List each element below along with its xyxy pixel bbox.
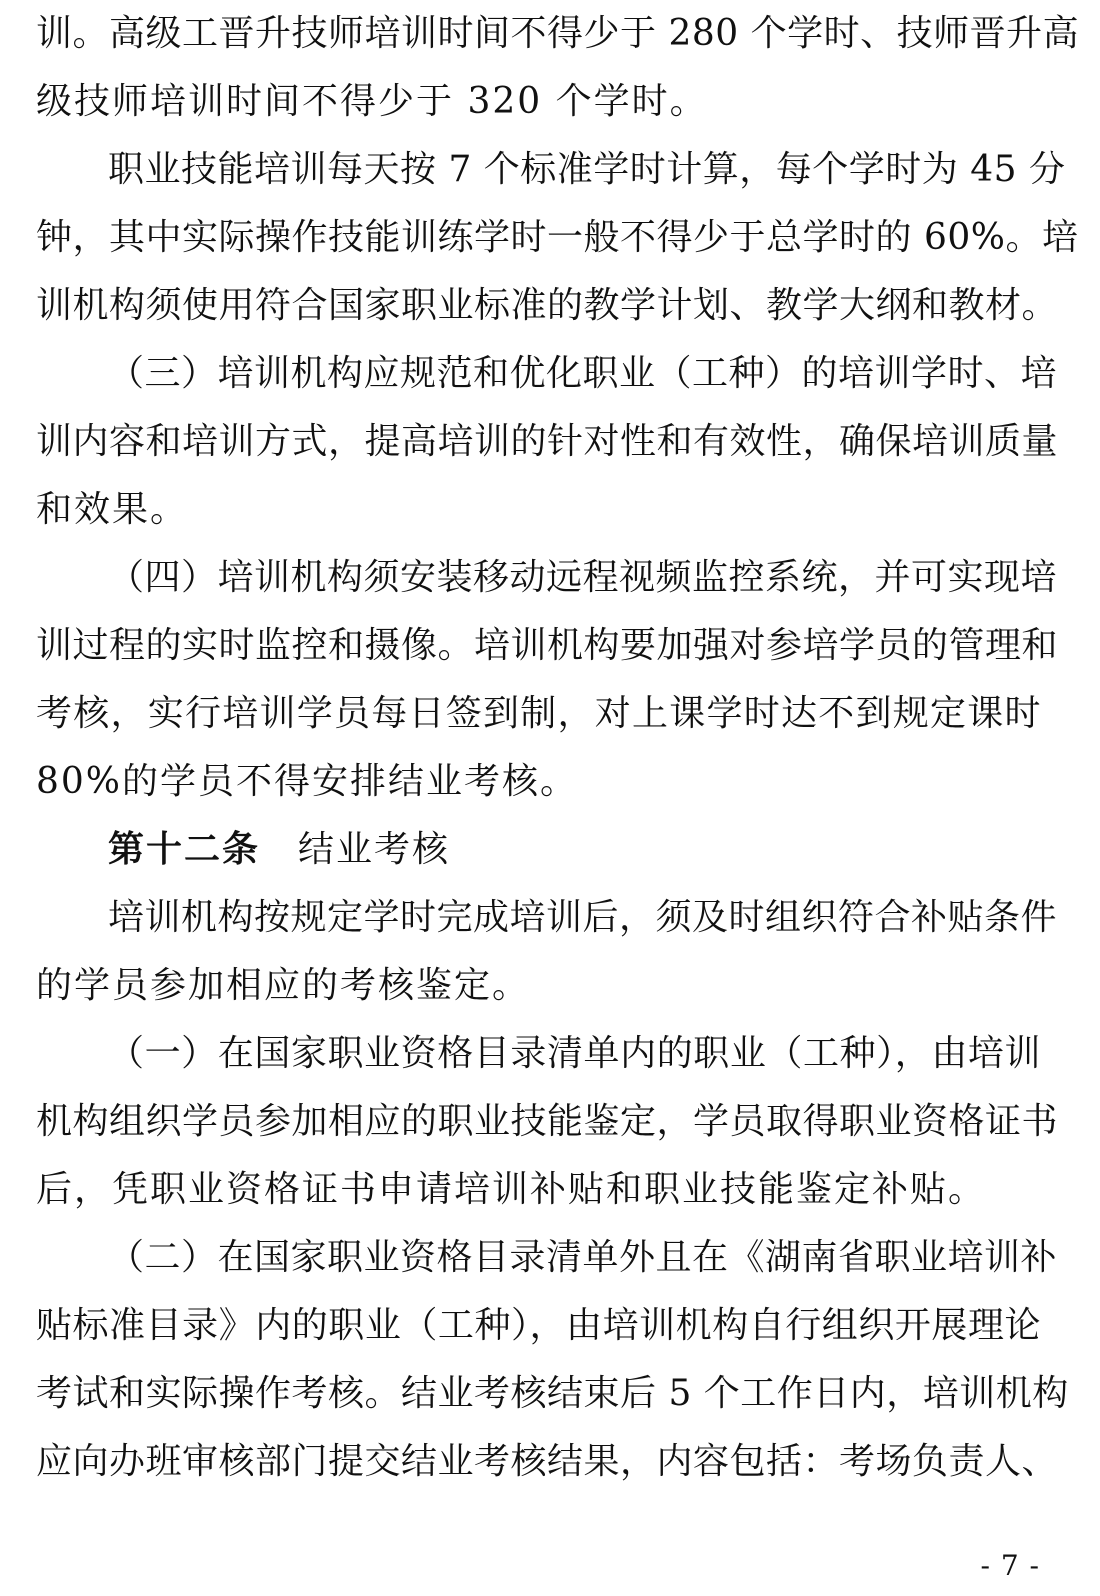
article-number: 第十二条 — [108, 829, 261, 870]
paragraph-3-line-3: 和效果。 — [36, 489, 189, 530]
paragraph-4-line-3: 考核，实行培训学员每日签到制，对上课学时达不到规定课时 — [36, 693, 1041, 734]
article-title: 结业考核 — [298, 829, 451, 870]
paragraph-4-line-2: 训过程的实时监控和摄像。培训机构要加强对参培学员的管理和 — [36, 625, 1059, 666]
paragraph-1-line-2: 级技师培训时间不得少于 320 个学时。 — [36, 81, 708, 122]
paragraph-4-line-4: 80%的学员不得安排结业考核。 — [36, 761, 579, 802]
paragraph-6-line-3: 后，凭职业资格证书申请培训补贴和职业技能鉴定补贴。 — [36, 1169, 987, 1210]
paragraph-1-line-1: 训。高级工晋升技师培训时间不得少于 280 个学时、技师晋升高 — [36, 13, 1080, 54]
paragraph-4-line-1: （四）培训机构须安装移动远程视频监控系统，并可实现培 — [108, 557, 1058, 598]
paragraph-3-line-2: 训内容和培训方式，提高培训的针对性和有效性，确保培训质量 — [36, 421, 1059, 462]
paragraph-7-line-4: 应向办班审核部门提交结业考核结果，内容包括：考场负责人、 — [36, 1441, 1059, 1482]
paragraph-7-line-2: 贴标准目录》内的职业（工种），由培训机构自行组织开展理论 — [36, 1305, 1041, 1346]
paragraph-5-line-1: 培训机构按规定学时完成培训后，须及时组织符合补贴条件 — [108, 897, 1058, 938]
page-number: - 7 - — [980, 1549, 1040, 1582]
paragraph-2-line-1: 职业技能培训每天按 7 个标准学时计算，每个学时为 45 分 — [108, 149, 1066, 190]
paragraph-2-line-2: 钟，其中实际操作技能训练学时一般不得少于总学时的 60%。培 — [36, 217, 1079, 258]
paragraph-7-line-1: （二）在国家职业资格目录清单外且在《湖南省职业培训补 — [108, 1237, 1058, 1278]
paragraph-7-line-3: 考试和实际操作考核。结业考核结束后 5 个工作日内，培训机构 — [36, 1373, 1069, 1414]
paragraph-2-line-3: 训机构须使用符合国家职业标准的教学计划、教学大纲和教材。 — [36, 285, 1059, 326]
paragraph-3-line-1: （三）培训机构应规范和优化职业（工种）的培训学时、培 — [108, 353, 1058, 394]
paragraph-6-line-2: 机构组织学员参加相应的职业技能鉴定，学员取得职业资格证书 — [36, 1101, 1059, 1142]
paragraph-5-line-2: 的学员参加相应的考核鉴定。 — [36, 965, 531, 1006]
article-heading — [108, 816, 708, 884]
paragraph-6-line-1: （一）在国家职业资格目录清单内的职业（工种），由培训 — [108, 1033, 1041, 1074]
